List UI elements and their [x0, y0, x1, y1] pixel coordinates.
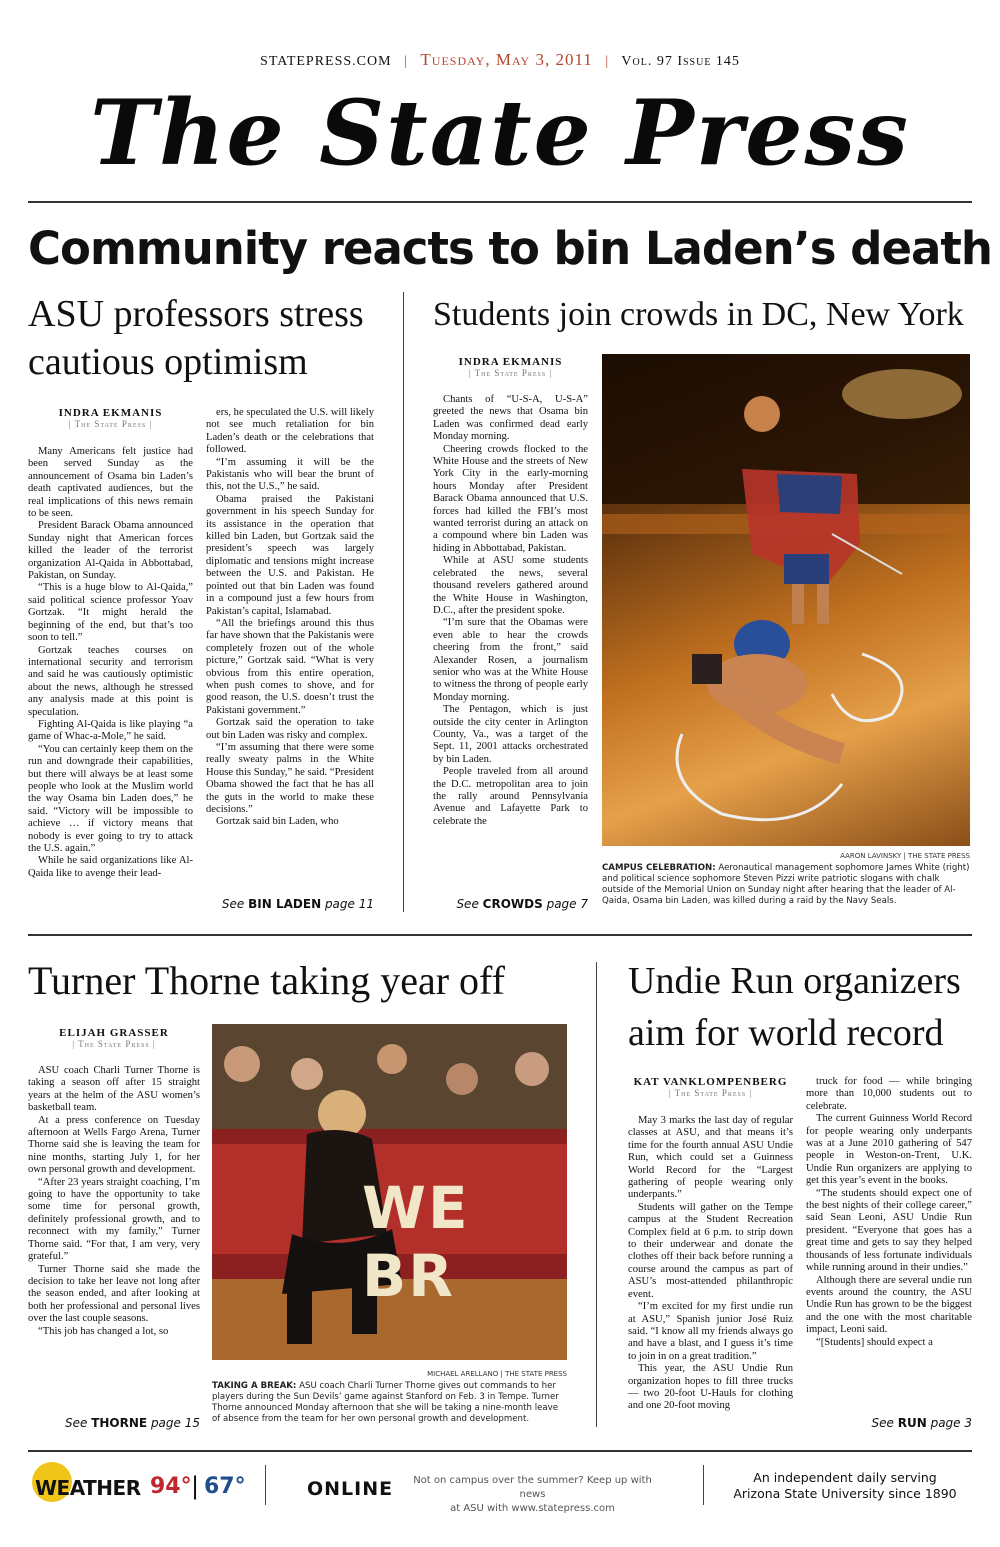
story1-pub: | The State Press |	[68, 419, 153, 429]
paragraph: ASU coach Charli Turner Thorne is taking a season off after 15 straight years at the helm of the ASU women’s basketball team.	[28, 1065, 200, 1114]
story1-column-1	[28, 446, 193, 916]
paragraph: Many Americans felt justice had been served Sunday as the announcement of Osama bin Laden’s death captivated audiences, but the real implications of this news remain to be seen.	[28, 446, 193, 520]
column-divider	[403, 292, 404, 912]
paragraph: Gortzak said the operation to take out bin Laden was risky and complex.	[206, 717, 374, 741]
paragraph: “All the briefings around this thus far have shown that the Pakistanis were completely frozen out of the whole picture,” Gortzak said. “What is very obvious from this entire operation, when push comes to shove, and for good reason, the U.S. doesn’t trust the Pakistani government.”	[206, 617, 374, 716]
story2-headline[interactable]: Students join crowds in DC, New York	[433, 296, 964, 333]
paragraph: Although there are several undie run events around the country, the ASU Undie Run has grown to be the biggest and the one with the most charitable impact, Leoni said.	[806, 1274, 972, 1336]
main-headline: Community reacts to bin Laden’s death	[28, 222, 992, 275]
story3-jump[interactable]: See THORNE page 15	[64, 1416, 200, 1430]
story2-byline: INDRA EKMANIS	[458, 356, 563, 368]
photo2-credit: MICHAEL ARELLANO | THE STATE PRESS	[427, 1370, 567, 1378]
story2-jump[interactable]: See CROWDS page 7	[456, 897, 588, 911]
story4-pub: | The State Press |	[668, 1088, 753, 1098]
story2-byline-block	[433, 356, 588, 378]
paragraph: ers, he speculated the U.S. will likely not see much retaliation for bin Laden’s death or the celebrations that followed.	[206, 407, 374, 456]
issue-date: Tuesday, May 3, 2011	[420, 50, 593, 69]
paragraph: “After 23 years straight coaching, I’m going to have the opportunity to take some time for personal growth, definitely professional growth, and to reconnect with my family,” Turner Thorne said. “For that, I am very, very grateful.”	[28, 1176, 200, 1263]
story2-pub: | The State Press |	[468, 368, 553, 378]
paragraph: “I’m sure that the Obamas were even able to hear the crowds cheering from the front,” said Alexander Rosen, a journalism senior who was at the White House to witness the throng of people early Monday morning.	[433, 617, 588, 703]
story3-byline: ELIJAH GRASSER	[59, 1027, 169, 1039]
paragraph: Gortzak said bin Laden, who	[216, 816, 339, 828]
story3-column	[28, 1065, 200, 1409]
photo1-caption: CAMPUS CELEBRATION: Aeronautical management sophomore James White (right) and political science sophomore Steven Pizzi write patriotic slogans with chalk outside of the Memorial Union on Sunday night after hearing that the leader of Al-Qaida, Osama bin Laden, was killed during a raid by the Navy Seals.	[602, 863, 970, 906]
paragraph: The current Guinness World Record for people wearing only underpants was at a June 2010 gathering of 547 people in Weston-on-Trent, U.K. Undie Run organizers are applying to get this year’s event in the books.	[806, 1113, 972, 1187]
paragraph: Fighting Al-Qaida is like playing “a game of Whac-a-Mole,” he said.	[28, 718, 193, 743]
story1-headline[interactable]: ASU professors stress cautious optimism	[28, 293, 364, 383]
paragraph: May 3 marks the last day of regular classes at ASU, and that means it’s time for the fourth annual ASU Undie Run, which could set a Guinness World Record for the “Largest gathering of people wearing only underpants.”	[628, 1115, 793, 1201]
arena-sign-text: WE BR	[362, 1174, 470, 1310]
paragraph: Cheering crowds flocked to the White House and the streets of New York City in the early-morning hours Monday after President Barack Obama announced that U.S. forces had killed the FBI’s most wanted terrorist during an attack on a compound where bin Laden was hiding in Abbottabad, Pakistan.	[433, 443, 588, 554]
paragraph: “You can certainly keep them on the run and downgrade their capabilities, but there will always be at least some people who look at the Muslim world the way Osama bin Laden does,” he said. “Victory will be impossible to achieve … if victory means that nobody is ever going to try to attack the U.S. again.”	[28, 743, 193, 854]
story3-headline[interactable]: Turner Thorne taking year off	[28, 958, 505, 1003]
photo1-credit: AARON LAVINSKY | THE STATE PRESS	[840, 852, 970, 860]
campus-celebration-photo[interactable]	[602, 354, 970, 846]
paragraph: While at ASU some students celebrated the news, several thousand revelers gathered around the White House in Washington, D.C., after the president spoke.	[433, 555, 588, 616]
story4-byline: KAT VANKLOMPENBERG	[633, 1076, 788, 1088]
paragraph: truck for food — while bringing more than 10,000 students out to celebrate.	[806, 1076, 972, 1112]
column-divider-2	[596, 962, 597, 1427]
footer-divider-2	[703, 1465, 704, 1505]
footer-rule	[28, 1450, 972, 1452]
masthead-rule	[28, 201, 972, 203]
story3-byline-block	[28, 1027, 200, 1049]
paragraph: Chants of “U-S-A, U-S-A” greeted the news that Osama bin Laden was confirmed dead early Monday morning.	[433, 394, 588, 443]
photo-illustration	[602, 354, 970, 846]
paragraph: “I’m excited for my first undie run at ASU,” Spanish junior José Ruiz said. “I know all my friends always go and have a blast, and I guess it’s time to join in on a great tradition.”	[628, 1301, 793, 1362]
paragraph: “This job has changed a lot, so	[38, 1325, 169, 1337]
paragraph: Students will gather on the Tempe campus at the Student Recreation Complex field at 6 p.m. to strip down to their underwear and donate the clothes off their back before running a course around the campus as part of ASU’s most-attended philanthropic event.	[628, 1201, 793, 1300]
story4-headline[interactable]: Undie Run organizers aim for world record	[628, 960, 961, 1054]
story1-byline: INDRA EKMANIS	[58, 407, 163, 419]
footer-divider-1	[265, 1465, 266, 1505]
story4-byline-block	[628, 1076, 793, 1098]
paragraph: Gortzak teaches courses on international security and terrorism and said he was cautiously optimistic about the news, although he stressed any analysis made at this point is speculation.	[28, 644, 193, 718]
paragraph: At a press conference on Tuesday afternoon at Wells Fargo Arena, Turner Thorne said she is leaving the team for nine months, starting July 1, for her own personal growth and development.	[28, 1114, 200, 1176]
masthead-topline: STATEPRESS.COM | Tuesday, May 3, 2011 | Vol. 97 Issue 145	[260, 50, 740, 69]
story2-column	[433, 394, 588, 889]
site-url[interactable]: STATEPRESS.COM	[260, 54, 392, 69]
weather-label: WEATHER	[35, 1476, 141, 1500]
story4-jump[interactable]: See RUN page 3	[871, 1416, 972, 1430]
paragraph: “The students should expect one of the best nights of their college career,” said Sean Leoni, ASU Undie Run president. “Everyone that goes has a great time and gets to say they helped thousands of less fortunate individuals while running around in their undies.”	[806, 1187, 972, 1274]
story3-pub: | The State Press |	[72, 1039, 156, 1049]
photo2-caption: TAKING A BREAK: ASU coach Charli Turner Thorne gives out commands to her players during the Sun Devils’ game against Stanford on Feb. 3 in Tempe. Turner Thorne announced Monday afternoon that she will be taking a nine-month leave of absence from the team for her own personal growth and development.	[212, 1381, 559, 1424]
weather-sep: |	[191, 1472, 200, 1500]
paragraph: While he said organizations like Al-Qaida like to avenge their lead-	[28, 855, 193, 879]
section-rule	[28, 934, 972, 936]
online-text: Not on campus over the summer? Keep up with news at ASU with www.statepress.com	[413, 1475, 652, 1514]
paragraph: “I’m assuming it will be the Pakistanis who will bear the brunt of this, not the U.S.,” he said.	[206, 456, 374, 493]
paragraph: “This is a huge blow to Al-Qaida,” said political science professor Yoav Gortzak. “It might herald the beginning of the end, but that’s too soon to tell.”	[28, 582, 193, 644]
turner-thorne-photo[interactable]	[212, 1024, 567, 1360]
story1-byline-block	[28, 407, 193, 429]
nameplate: The State Press	[90, 80, 910, 186]
weather-high: 94°	[150, 1474, 192, 1499]
tagline: An independent daily serving Arizona State University since 1890	[733, 1470, 957, 1501]
paragraph: This year, the ASU Undie Run organization hopes to fill three trucks — two 20-foot U-Hauls for clothing and one 20-foot moving	[628, 1363, 793, 1412]
paragraph: The Pentagon, which is just outside the city center in Arlington County, Va., was a target of the Sept. 11, 2001 attacks orchestrated by bin Laden.	[433, 704, 588, 765]
story1-jump[interactable]: See BIN LADEN page 11	[221, 897, 374, 911]
paragraph: “I’m assuming that there were some really sweaty palms in the White House this Sunday,” he said. “President Obama showed the fact that he has all the guts in the world to make these decisions.”	[206, 741, 374, 815]
paragraph: “[Students] should expect a	[816, 1336, 933, 1348]
online-label[interactable]: ONLINE	[307, 1478, 394, 1500]
paragraph: Turner Thorne said she made the decision to take her leave not long after the season ended, and after looking at both her professional and personal lives over the last couple seasons.	[28, 1263, 200, 1325]
story4-column-1	[628, 1115, 793, 1433]
paragraph: Obama praised the Pakistani government in his speech Sunday for its assistance in the operation that killed bin Laden, but Gortzak said the president’s speech was largely diplomatic and tensions might increase between the U.S. and Pakistan. He pointed out that bin Laden was found in a compound just a few hours from Pakistan’s capital, Islamabad.	[206, 493, 374, 617]
weather-low: 67°	[204, 1474, 246, 1499]
paragraph: People traveled from all around the D.C. metropolitan area to join the rally around Pennsylvania Avenue and Lafayette Park to celebrate the	[433, 766, 588, 827]
issue-volume: Vol. 97 Issue 145	[621, 54, 740, 69]
story1-column-2	[206, 407, 374, 889]
story4-column-2	[806, 1076, 972, 1408]
paragraph: President Barack Obama announced Sunday night that American forces killed the leader of the terrorist organization Al-Qaida in Abbottabad, Pakistan, on Sunday.	[28, 520, 193, 582]
